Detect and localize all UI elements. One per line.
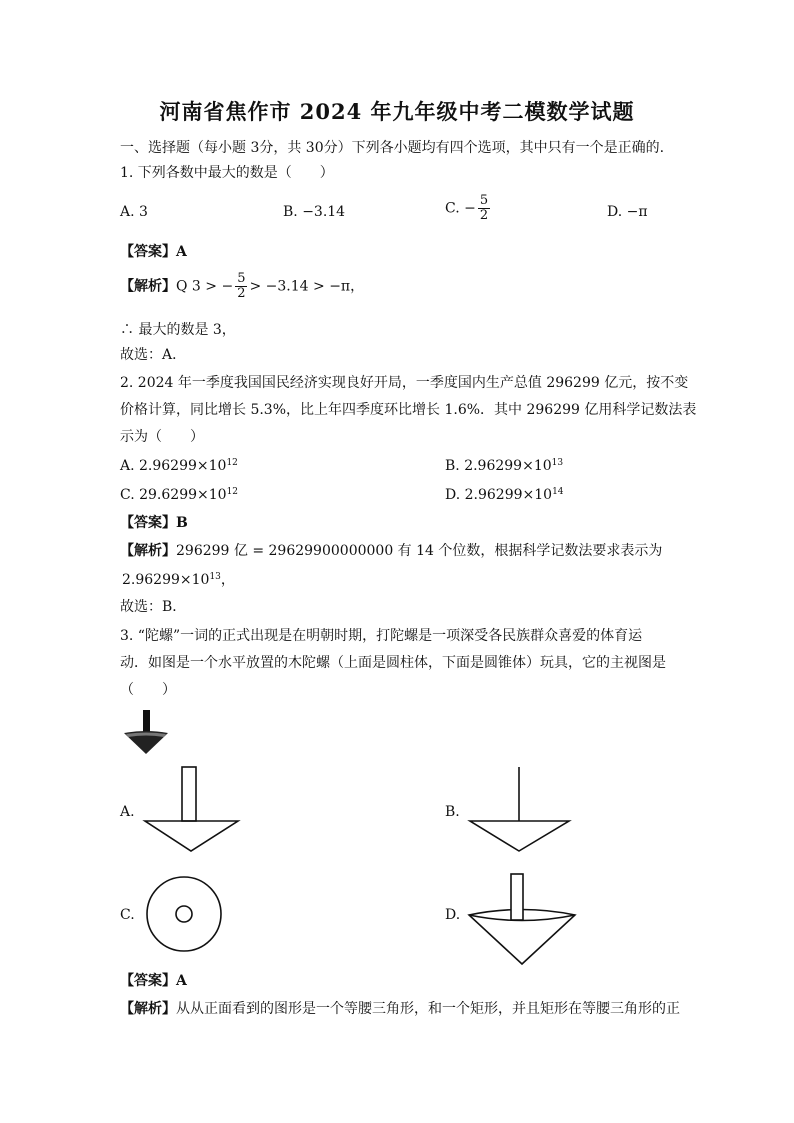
option-c-outer-circle <box>147 877 221 951</box>
q2-analysis: 【解析】296299 亿 = 29629900000000 有 14 个位数，根据科学记数法要求表示为 <box>120 543 663 559</box>
q3-stem-line1: 3. “陀螺”一词的正式出现是在明朝时期，打陀螺是一项深受各民族群众喜爱的体育运 <box>120 628 643 644</box>
q2-answer: 【答案】B <box>120 515 188 531</box>
option-a-triangle <box>145 821 238 851</box>
q3-option-c-label: C. <box>120 907 135 923</box>
q2-option-a: A. $2.96299\times 10^{12}$ <box>120 458 238 474</box>
q3-answer: 【答案】A <box>120 973 187 989</box>
section-instructions: 一、选择题（每小题 3分，共 30分）下列各小题均有四个选项，其中只有一个是正确的. <box>120 140 665 156</box>
option-a-rectangle <box>182 767 196 821</box>
q1-analysis: 【解析】Q 3 > − $\frac{5}{2}$ > −3.14 > −π， <box>120 271 365 301</box>
spinning-top-handle <box>143 710 150 732</box>
q3-option-b-label: B. <box>445 804 460 820</box>
q1-analysis-line2: ∴ 最大的数是 3， <box>120 322 236 338</box>
q3-option-a-figure <box>140 766 250 856</box>
option-d-rectangle <box>511 874 523 920</box>
q2-analysis-line2: $2.96299\times 10^{13}$， <box>122 572 235 588</box>
q2-stem-line2: 价格计算，同比增长 5.3%，比上年四季度环比增长 1.6%．其中 296299 亿用科学记数法表 <box>120 402 697 418</box>
q3-option-b-figure <box>465 766 580 856</box>
q3-option-d-figure <box>465 872 585 968</box>
q1-option-c-fraction: $\frac{5}{2}$ <box>479 193 489 223</box>
q2-stem-line3: 示为（ ） <box>120 429 204 445</box>
q2-option-c: C. $29.6299\times 10^{12}$ <box>120 487 239 503</box>
option-c-inner-circle <box>176 906 192 922</box>
q1-option-c: C. − $\frac{5}{2}$ <box>445 193 489 223</box>
q2-option-b: B. $2.96299\times 10^{13}$ <box>445 458 564 474</box>
spinning-top-figure <box>120 708 180 758</box>
q1-stem: 1. 下列各数中最大的数是（ ） <box>120 165 334 181</box>
q2-conclusion: 故选：B． <box>120 599 187 615</box>
q3-stem-line2: 动．如图是一个水平放置的木陀螺（上面是圆柱体，下面是圆锥体）玩具，它的主视图是 <box>120 655 666 671</box>
q3-option-c-figure <box>145 875 225 955</box>
q2-stem-line1: 2. 2024 年一季度我国国民经济实现良好开局，一季度国内生产总值 296299 亿元，按不变 <box>120 375 689 391</box>
q1-option-d: D. −π <box>607 204 648 220</box>
q1-option-a: A. 3 <box>120 204 148 220</box>
q2-option-d: D. $2.96299\times 10^{14}$ <box>445 487 564 503</box>
q1-analysis-fraction: $\frac{5}{2}$ <box>237 271 246 301</box>
q1-option-b: B. −3.14 <box>283 204 346 220</box>
q1-conclusion: 故选：A． <box>120 347 187 363</box>
q3-analysis: 【解析】从从正面看到的图形是一个等腰三角形，和一个矩形，并且矩形在等腰三角形的正 <box>120 1001 680 1017</box>
q3-option-d-label: D. <box>445 907 461 923</box>
q1-answer: 【答案】A <box>120 244 187 260</box>
option-b-triangle <box>470 821 569 851</box>
page-title: 河南省焦作市 2024 年九年级中考二模数学试题 <box>159 99 635 124</box>
q3-stem-line3: （ ） <box>120 682 176 698</box>
q3-option-a-label: A. <box>120 804 135 820</box>
